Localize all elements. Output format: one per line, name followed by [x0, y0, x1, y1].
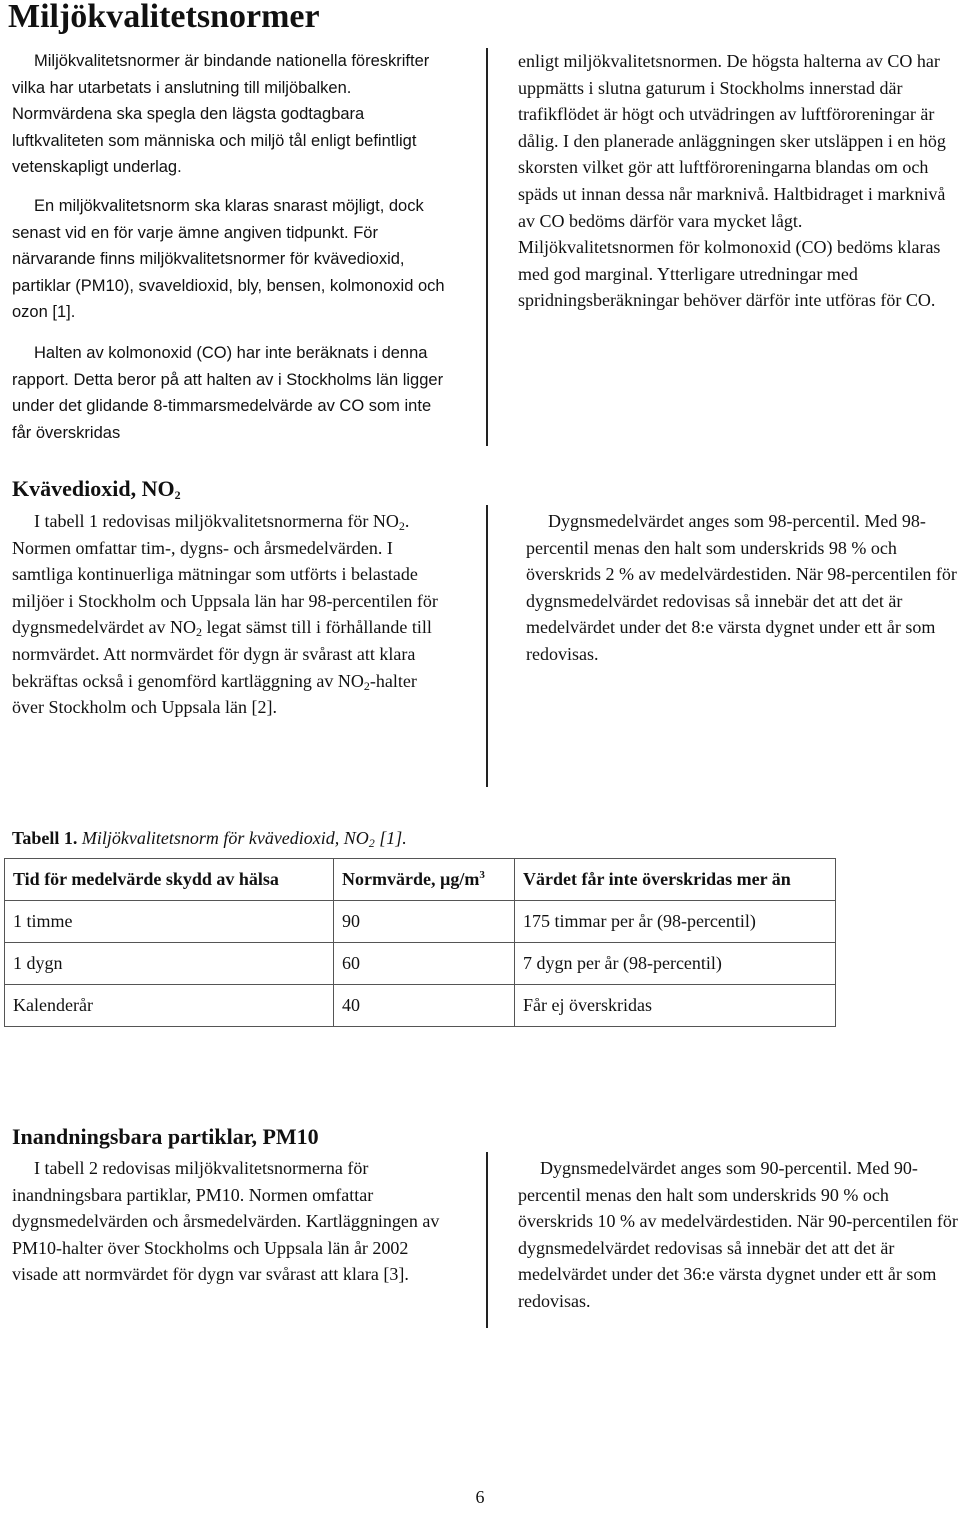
table-cell: Får ej överskridas: [515, 985, 836, 1027]
intro-paragraph-3: [12, 340, 452, 446]
no2-left-text: I tabell 1 redovisas miljökvalitetsnormerna för $NO_2$. Normen omfattar tim-, dygns- och årsmedelvärden. I samtliga kontinuerliga mätningar som utförts i belastade miljöer i Stockholm och Uppsala län har 98-percentilen för dygnsmedelvärdet av $NO_2$ legat sämst till i förhållande till normvärdet. Att normvärdet för dygn är svårast att klara bekräftas också i genomförd kartläggning av $NO_2$-halter över Stockholm och Uppsala län [2].: [12, 511, 438, 718]
table-cell: 40: [334, 985, 515, 1027]
table-header-cell: Värdet får inte överskridas mer än: [515, 859, 836, 901]
intro-text-1: Miljökvalitetsnormer är bindande nationella föreskrifter vilka har utarbetats i anslutning till miljöbalken. Normvärdena ska spegla den lägsta godtagbara luftkvaliteten som människa och miljö tål enligt befintligt vetenskapligt underlag.: [12, 52, 430, 177]
pm10-left-text: I tabell 2 redovisas miljökvalitetsnormerna för inandningsbara partiklar, PM10. Normen omfattar dygnsmedelvärden och årsmedelvärden. Kartläggningen av PM10-halter över Stockholms och Uppsala län år 2002 visade att normvärdet för dygn var svårast att klara [3].: [12, 1158, 440, 1285]
table-header-cell: Normvärde, $\mu g/m^3$: [334, 859, 515, 901]
no2-right-text: Dygnsmedelvärdet anges som 98-percentil. Med 98-percentil menas den halt som underskrids 98 % och överskrids 2 % av medelvärdestiden. När 98-percentilen för dygnsmedelvärdet redovisas så innebär det att det är medelvärdet under det 8:e värsta dygnet under ett år som redovisas.: [526, 511, 957, 664]
intro-paragraph-1: [12, 48, 452, 181]
no2-left-column: [12, 508, 452, 721]
table-cell: 175 timmar per år (98-percentil): [515, 901, 836, 943]
intro-paragraph-2: [12, 193, 452, 326]
intro-right-column: [518, 48, 958, 314]
column-divider: [486, 505, 488, 787]
table-cell: 7 dygn per år (98-percentil): [515, 943, 836, 985]
no2-norm-table: [4, 858, 836, 1027]
pm10-left-column: [12, 1155, 452, 1288]
table-cell: 1 dygn: [5, 943, 334, 985]
table-header-cell: Tid för medelvärde skydd av hälsa: [5, 859, 334, 901]
no2-right-column: [526, 508, 960, 668]
table-row: [5, 985, 836, 1027]
intro-text-2: En miljökvalitetsnorm ska klaras snarast möjligt, dock senast vid en för varje ämne angiven tidpunkt. För närvarande finns miljökvalitetsnormer för kvävedioxid, partiklar (PM10), svaveldioxid, bly, bensen, kolmonoxid och ozon [1].: [12, 197, 445, 322]
table-header-row: [5, 859, 836, 901]
intro-right-text: enligt miljökvalitetsnormen. De högsta halterna av CO har uppmätts i slutna gaturum i Stockholms innerstad där trafikflödet är högt och utvädringen av luftföroreningar är dålig. I den planerade anläggningen sker utsläppen i en hög skorsten vilket gör att luftföroreningarna blandas om och späds ut innan dessa når marknivå. Haltbidraget i marknivå av CO bedöms därför vara mycket lågt. Miljökvalitetsnormen för kolmonoxid (CO) bedöms klaras med god marginal. Ytterligare utredningar med spridningsberäkningar behöver därför inte utföras för CO.: [518, 51, 946, 311]
page-number: 6: [475, 1487, 485, 1507]
table-cell: 90: [334, 901, 515, 943]
column-divider: [486, 1152, 488, 1328]
pm10-right-text: Dygnsmedelvärdet anges som 90-percentil. Med 90-percentil menas den halt som underskrids 90 % och överskrids 10 % av medelvärdestiden. När 90-percentilen för dygnsmedelvärdet redovisas så innebär det att det är medelvärdet under det 36:e värsta dygnet under ett år som redovisas.: [518, 1158, 958, 1311]
page-title: Miljökvalitetsnormer: [8, 0, 320, 35]
table1-caption: Tabell 1. Miljökvalitetsnorm för kvävedioxid, $NO_2$ [1].: [12, 828, 407, 850]
pm10-right-column: [518, 1155, 958, 1315]
intro-text-3: Halten av kolmonoxid (CO) har inte beräknats i denna rapport. Detta beror på att halten av i Stockholms län ligger under det glidande 8-timmarsmedelvärde av CO som inte får överskridas: [12, 344, 444, 442]
no2-heading: Kvävedioxid, $NO_2$: [12, 476, 181, 502]
table-cell: Kalenderår: [5, 985, 334, 1027]
table-cell: 1 timme: [5, 901, 334, 943]
pm10-heading: Inandningsbara partiklar, PM10: [12, 1124, 319, 1149]
table-cell: 60: [334, 943, 515, 985]
column-divider: [486, 48, 488, 446]
table-row: [5, 943, 836, 985]
table-row: [5, 901, 836, 943]
